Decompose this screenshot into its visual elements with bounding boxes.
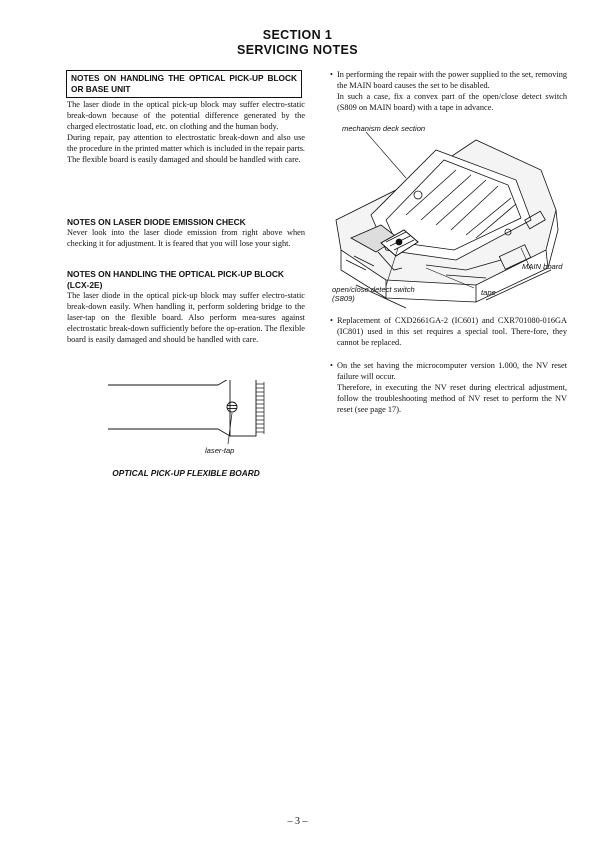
main-board-label: MAIN board <box>522 262 563 271</box>
optical-base-p3: The flexible board is easily damaged and should be handled with care. <box>67 154 301 164</box>
mechanism-deck-diagram <box>326 120 571 310</box>
section-number: SECTION 1 <box>262 28 333 42</box>
bullet-mark: • <box>330 361 333 370</box>
laser-check-heading: NOTES ON LASER DIODE EMISSION CHECK <box>67 217 246 227</box>
switch-label <box>332 285 415 303</box>
lcx-heading-line2: (LCX-2E) <box>67 279 103 290</box>
switch-label-line2: (S809) <box>332 294 355 303</box>
lcx-heading-line1: NOTES ON HANDLING THE OPTICAL PICK-UP BLOCK <box>67 269 284 279</box>
section-title: SERVICING NOTES <box>236 43 359 57</box>
laser-check-body <box>67 228 305 250</box>
bullet-mark: • <box>330 316 333 325</box>
laser-check-text: Never look into the laser diode emission from right above when checking it for adjustment. It is feared that you will lose your sight. <box>67 228 305 248</box>
note-nv-reset-line2: Therefore, in executing the NV reset during electrical adjustment, follow the troubleshooting method of NV reset to perform the NV reset (see page 17). <box>337 382 567 414</box>
page-number: – 3 – <box>287 816 308 827</box>
note-replacement-text: Replacement of CXD2661GA-2 (IC601) and CXR701080-016GA (IC801) used in this set requires a special tool. There-fore, they cannot be replaced. <box>337 316 567 347</box>
lcx-text: The laser diode in the optical pick-up block may suffer electro-static break-down easily. When handling it, perform soldering bridge to the laser-tap on the flexible board. Also perform mea-sures against electrostatic break-down sufficiently before the op-eration. The flexible board is easily damaged and should be handled with care. <box>67 291 305 344</box>
note-nv-reset <box>330 361 567 416</box>
optical-base-body <box>67 100 305 165</box>
flexible-board-diagram <box>100 380 280 460</box>
lcx-body <box>67 291 305 346</box>
note-nv-reset-line1: On the set having the microcomputer version 1.000, the NV reset failure will occur. <box>337 361 567 381</box>
optical-base-p2: During repair, pay attention to electrostatic break-down and also use the procedure in the printed matter which is included in the repair parts. <box>67 132 305 153</box>
laser-tap-label: laser-tap <box>205 446 235 455</box>
mechanism-label: mechanism deck section <box>342 124 426 133</box>
lcx-heading <box>67 269 307 290</box>
note-replacement <box>330 316 567 349</box>
tape-label: tape <box>481 288 496 297</box>
note-repair-power-line2: In such a case, fix a convex part of the open/close detect switch (S809 on MAIN board) with a tape in advance. <box>337 91 567 112</box>
bullet-mark: • <box>330 70 333 79</box>
optical-base-heading: NOTES ON HANDLING THE OPTICAL PICK-UP BLOCK OR BASE UNIT <box>66 70 302 98</box>
figure-caption: OPTICAL PICK-UP FLEXIBLE BOARD <box>112 468 260 478</box>
note-repair-power <box>330 70 567 114</box>
optical-base-p1: The laser diode in the optical pick-up block may suffer electro-static break-down because of the potential difference generated by the charged electrostatic load, etc. on clothing and the human body. <box>67 100 305 131</box>
note-repair-power-line1: In performing the repair with the power supplied to the set, removing the MAIN board causes the set to be disabled. <box>337 70 567 90</box>
switch-label-line1: open/close detect switch <box>332 285 415 294</box>
